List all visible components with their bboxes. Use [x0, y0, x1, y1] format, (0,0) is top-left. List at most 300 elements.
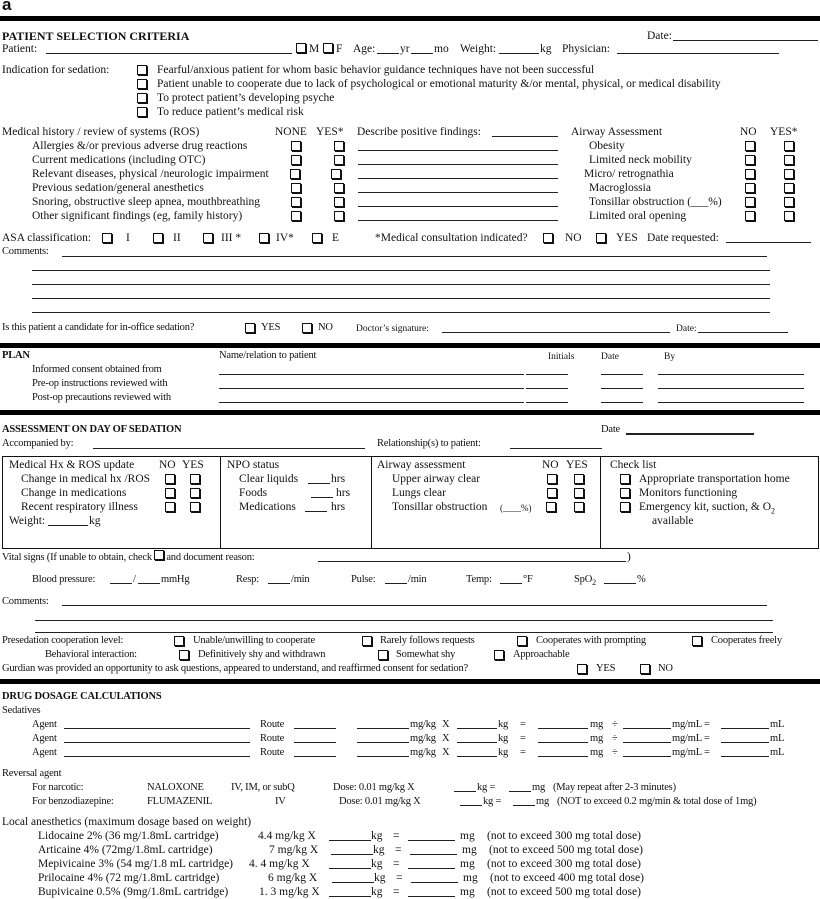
accompanied-label: Accompanied by: [2, 438, 74, 449]
day-airway-yes-header: YES [566, 459, 588, 471]
airway-yes-checkbox[interactable] [784, 155, 794, 165]
ros-none-checkbox[interactable] [291, 211, 301, 221]
route-field[interactable] [294, 728, 336, 729]
comments-field-line[interactable] [32, 312, 770, 313]
temp-label: Temp: [466, 574, 492, 585]
box-divider [600, 456, 601, 548]
behav-checkbox[interactable] [494, 650, 504, 660]
signature-date-field[interactable] [698, 332, 788, 333]
reversal-note: (NOT to exceed 0.2 mg/min & total dose of 1mg) [557, 796, 757, 807]
ros-item: Current medications (including OTC) [32, 154, 206, 166]
airway-item: Limited neck mobility [589, 154, 692, 166]
section-title-plan: PLAN [2, 350, 30, 361]
ros-finding-field[interactable] [358, 164, 558, 165]
plan-row-label: Informed consent obtained from [32, 364, 162, 375]
comments-label: Comments: [2, 246, 49, 257]
ml-unit: mL [770, 733, 785, 744]
ros-finding-field[interactable] [358, 220, 558, 221]
agent-label: Agent [32, 733, 57, 744]
date-field[interactable] [673, 40, 818, 41]
ros-none-checkbox[interactable] [291, 197, 301, 207]
ros-yes-checkbox[interactable] [331, 169, 341, 179]
asa-label: ASA classification: [2, 232, 92, 244]
npo-item-label: Foods [239, 487, 268, 499]
patient-name-field[interactable] [46, 53, 292, 54]
mg-field[interactable] [538, 742, 588, 743]
npo-hours-field[interactable] [311, 497, 333, 498]
local-kg-field[interactable] [329, 840, 371, 841]
kg-unit: kg [498, 733, 509, 744]
local-note: (not to exceed 300 mg total dose) [487, 858, 641, 870]
signature-date-label: Date: [676, 324, 697, 334]
airway-yes-checkbox[interactable] [784, 169, 794, 179]
mgkg-field[interactable] [357, 742, 409, 743]
agent-label: Agent [32, 747, 57, 758]
local-dose: 7 mg/kg X [269, 844, 319, 856]
ros-yes-checkbox[interactable] [334, 183, 344, 193]
local-note: (not to exceed 300 mg total dose) [487, 830, 641, 842]
spo2-field[interactable] [604, 583, 636, 584]
local-note: (not to exceed 500 mg total dose) [487, 886, 641, 898]
ml-field[interactable] [721, 756, 769, 757]
local-note: (not to exceed 500 mg total dose) [489, 844, 643, 856]
behav-label: Behavioral interaction: [45, 649, 137, 660]
npo-hours-field[interactable] [308, 483, 330, 484]
ros-finding-field[interactable] [358, 206, 558, 207]
local-dose: 1. 3 mg/kg X [259, 886, 320, 898]
indication-item: To protect patient’s developing psyche [157, 92, 335, 104]
ml-unit: mL [770, 747, 785, 758]
hx-no-checkbox[interactable] [165, 488, 175, 498]
reversal-kg-field[interactable] [454, 791, 476, 792]
local-eq: = [393, 830, 400, 842]
agent-field[interactable] [64, 756, 250, 757]
mg-field[interactable] [538, 728, 588, 729]
pulse-unit: /min [408, 574, 427, 585]
hx-weight-label: Weight: [9, 515, 46, 527]
route-field[interactable] [294, 756, 336, 757]
sex-f-checkbox[interactable] [323, 43, 333, 53]
comments-field-line[interactable] [32, 298, 770, 299]
hx-yes-header: YES [182, 459, 204, 471]
local-kg-field[interactable] [332, 882, 374, 883]
airway-item: Tonsillar obstruction (___%) [589, 196, 722, 208]
plan-name-field[interactable] [219, 402, 524, 403]
behav-checkbox[interactable] [179, 650, 189, 660]
asa-checkbox-e[interactable] [312, 233, 322, 243]
indication-checkbox[interactable] [137, 65, 147, 75]
hx-no-checkbox[interactable] [165, 502, 175, 512]
concentration-field[interactable] [623, 728, 671, 729]
local-mg-field[interactable] [408, 896, 455, 897]
local-label: Local anesthetics (maximum dosage based on weight) [2, 816, 252, 828]
section-divider [0, 343, 820, 348]
plan-name-field[interactable] [219, 374, 524, 375]
day-airway-no-header: NO [542, 459, 559, 471]
equals-sign: = [520, 719, 526, 730]
plan-initials-field[interactable] [526, 388, 568, 389]
box-divider [220, 456, 221, 548]
agent-field[interactable] [64, 742, 250, 743]
plan-date-field[interactable] [601, 388, 643, 389]
checklist-checkbox[interactable] [620, 488, 630, 498]
local-dose: 4. 4 mg/kg X [249, 858, 310, 870]
hx-yes-checkbox[interactable] [190, 488, 200, 498]
indication-checkbox[interactable] [137, 79, 147, 89]
kg-field[interactable] [457, 728, 497, 729]
age-years-field[interactable] [377, 53, 399, 54]
describe-field[interactable] [492, 136, 558, 137]
resp-label: Resp: [236, 574, 259, 585]
consult-yes-checkbox[interactable] [596, 233, 606, 243]
hx-yes-checkbox[interactable] [190, 502, 200, 512]
indication-checkbox[interactable] [137, 93, 147, 103]
reversal-kg-field[interactable] [460, 805, 482, 806]
reversal-dose: Dose: 0.01 mg/kg X [339, 796, 421, 807]
box-divider [371, 456, 372, 548]
local-note: (not to exceed 400 mg total dose) [490, 872, 644, 884]
mgkg-field[interactable] [357, 756, 409, 757]
reversal-drug: NALOXONE [147, 782, 204, 793]
airway-no-checkbox[interactable] [745, 197, 755, 207]
plan-initials-field[interactable] [526, 374, 568, 375]
divide-sign: ÷ [612, 733, 618, 744]
hx-weight-field[interactable] [48, 525, 88, 526]
reversal-mg-unit: mg [536, 796, 550, 807]
ros-none-checkbox[interactable] [291, 155, 301, 165]
ros-item: Allergies &/or previous adverse drug reactions [32, 140, 248, 152]
ml-field[interactable] [721, 728, 769, 729]
plan-initials-field[interactable] [526, 402, 568, 403]
npo-hours-field[interactable] [305, 511, 327, 512]
vitals-unable-checkbox[interactable] [154, 550, 164, 560]
signature-field[interactable] [442, 332, 670, 333]
npo-unit: hrs [331, 501, 346, 513]
resp-unit: /min [291, 574, 310, 585]
day-airway-no-checkbox[interactable] [547, 474, 557, 484]
checklist-checkbox[interactable] [620, 502, 630, 512]
checklist-item-cont: available [652, 515, 694, 527]
mg-field[interactable] [538, 756, 588, 757]
asa-checkbox-ii[interactable] [153, 233, 163, 243]
local-eq: = [393, 858, 400, 870]
ml-field[interactable] [721, 742, 769, 743]
day-airway-no-checkbox[interactable] [546, 502, 556, 512]
ros-item: Relevant diseases, physical /neurologic impairment [32, 168, 269, 180]
behav-option: Somewhat shy [396, 649, 456, 660]
local-kg-unit: kg [371, 858, 383, 870]
plan-col-by: By [664, 352, 676, 362]
guardian-no-checkbox[interactable] [640, 664, 650, 674]
ros-finding-field[interactable] [358, 150, 558, 151]
guardian-yes-checkbox[interactable] [577, 664, 587, 674]
coop-checkbox[interactable] [174, 636, 184, 646]
bp-label: Blood pressure: [32, 574, 96, 585]
candidate-yes-checkbox[interactable] [245, 323, 255, 333]
plan-date-field[interactable] [601, 402, 643, 403]
airway-no-checkbox[interactable] [745, 155, 755, 165]
mgml-unit: mg/mL = [672, 719, 710, 730]
mgkg-unit: mg/kg [410, 733, 436, 744]
npo-unit: hrs [336, 487, 351, 499]
concentration-field[interactable] [623, 756, 671, 757]
local-kg-field[interactable] [329, 868, 371, 869]
vitals-label: Vital signs (If unable to obtain, check and document reason: [2, 552, 255, 563]
date-label: Date: [647, 30, 672, 42]
concentration-field[interactable] [623, 742, 671, 743]
coop-checkbox[interactable] [517, 636, 527, 646]
airway-yes-checkbox[interactable] [784, 141, 794, 151]
vitals-reason-field[interactable] [318, 561, 626, 562]
hx-no-header: NO [159, 459, 176, 471]
ros-finding-field[interactable] [358, 178, 558, 179]
times-sign: X [442, 747, 450, 758]
mg-unit: mg [590, 747, 604, 758]
section-divider [0, 410, 820, 415]
reversal-dose: Dose: 0.01 mg/kg X [333, 782, 415, 793]
bp-diastolic-field[interactable] [138, 583, 160, 584]
consult-no-checkbox[interactable] [543, 233, 553, 243]
coop-option: Unable/unwilling to cooperate [193, 635, 315, 646]
local-kg-field[interactable] [329, 896, 371, 897]
section-title-assessment: ASSESSMENT ON DAY OF SEDATION [2, 424, 182, 435]
reversal-note: (May repeat after 2-3 minutes) [553, 782, 676, 793]
day-airway-yes-checkbox[interactable] [574, 502, 584, 512]
tonsil-percent-field[interactable]: (____%) [500, 503, 532, 513]
weight-label: Weight: [460, 43, 497, 55]
relationship-label: Relationship(s) to patient: [377, 438, 481, 449]
route-label: Route [260, 747, 285, 758]
sex-f-label: F [336, 43, 343, 55]
checklist-item: Monitors functioning [639, 487, 738, 499]
spo2-label: SpO$_2$ [574, 574, 596, 588]
bp-unit: mmHg [161, 574, 190, 585]
equals-sign: = [520, 747, 526, 758]
reversal-route: IV [275, 796, 286, 807]
ros-yes-checkbox[interactable] [334, 211, 344, 221]
coop-option: Cooperates freely [711, 635, 782, 646]
pulse-field[interactable] [385, 583, 407, 584]
reversal-kg-unit: kg = [477, 782, 496, 793]
kg-field[interactable] [457, 756, 497, 757]
age-yr-unit: yr [400, 43, 410, 55]
local-mg-field[interactable] [408, 868, 455, 869]
local-mg-unit: mg [462, 844, 477, 856]
sedatives-label: Sedatives [2, 705, 41, 716]
pulse-label: Pulse: [351, 574, 376, 585]
day-airway-header: Airway assessment [377, 459, 466, 471]
ros-yes-checkbox[interactable] [334, 197, 344, 207]
vitals-close-paren: ) [627, 551, 631, 563]
asa-option: I [126, 232, 130, 244]
airway-yes-checkbox[interactable] [784, 197, 794, 207]
candidate-no-checkbox[interactable] [302, 323, 312, 333]
npo-item-label: Medications [239, 501, 296, 513]
indication-label: Indication for sedation: [2, 64, 110, 76]
day-airway-item: Tonsillar obstruction [392, 501, 488, 513]
local-mg-field[interactable] [411, 882, 458, 883]
reversal-drug: FLUMAZENIL [147, 796, 213, 807]
plan-by-field[interactable] [658, 402, 804, 403]
checklist-checkbox[interactable] [620, 474, 630, 484]
candidate-label: Is this patient a candidate for in-office sedation? [2, 322, 195, 333]
times-sign: X [442, 733, 450, 744]
section-divider [0, 679, 820, 684]
local-kg-unit: kg [374, 872, 386, 884]
local-mg-unit: mg [460, 830, 475, 842]
reversal-for: For narcotic: [32, 782, 84, 793]
hx-yes-checkbox[interactable] [190, 474, 200, 484]
candidate-no-label: NO [318, 322, 333, 333]
asa-checkbox-iii[interactable] [203, 233, 213, 243]
times-sign: X [442, 719, 450, 730]
comments-field-line[interactable] [32, 284, 770, 285]
plan-by-field[interactable] [658, 374, 804, 375]
airway-no-checkbox[interactable] [745, 211, 755, 221]
route-field[interactable] [294, 742, 336, 743]
relationship-field[interactable] [510, 448, 602, 449]
local-name: Mepivicaine 3% (54 mg/1.8 mL cartridge) [38, 858, 234, 870]
signature-label: Doctor’s signature: [356, 324, 429, 334]
local-mg-unit: mg [460, 886, 475, 898]
weight-field[interactable] [499, 53, 539, 54]
local-mg-field[interactable] [408, 840, 455, 841]
plan-col-initials: Initials [548, 352, 575, 362]
assessment-date-field[interactable] [626, 433, 754, 435]
airway-yes-checkbox[interactable] [784, 183, 794, 193]
assessment-comments-label: Comments: [2, 596, 49, 607]
ros-item: Previous sedation/general anesthetics [32, 182, 204, 194]
divide-sign: ÷ [612, 719, 618, 730]
agent-field[interactable] [64, 728, 250, 729]
ros-item: Other significant findings (eg, family history) [32, 210, 243, 222]
local-name: Lidocaine 2% (36 mg/1.8mL cartridge) [38, 830, 219, 842]
day-airway-yes-checkbox[interactable] [574, 488, 584, 498]
physician-field[interactable] [617, 53, 779, 54]
ros-none-checkbox[interactable] [291, 141, 301, 151]
temp-unit: °F [523, 574, 533, 585]
day-airway-no-checkbox[interactable] [547, 488, 557, 498]
reversal-for: For benzodiazepine: [32, 796, 114, 807]
airway-header: Airway Assessment [571, 126, 663, 138]
ros-none-checkbox[interactable] [290, 169, 300, 179]
airway-no-header: NO [740, 126, 757, 138]
mgkg-unit: mg/kg [410, 719, 436, 730]
bp-systolic-field[interactable] [110, 583, 132, 584]
local-eq: = [393, 886, 400, 898]
ros-yes-checkbox[interactable] [334, 141, 344, 151]
assessment-comments-field-line[interactable] [35, 620, 773, 621]
guardian-yes-label: YES [596, 663, 616, 674]
consult-label: *Medical consultation indicated? [375, 232, 528, 244]
hx-update-header: Medical Hx & ROS update [9, 459, 135, 471]
local-mg-unit: mg [460, 858, 475, 870]
airway-no-checkbox[interactable] [745, 169, 755, 179]
route-label: Route [260, 719, 285, 730]
assessment-comments-field[interactable] [62, 605, 767, 606]
ml-unit: mL [770, 719, 785, 730]
mgkg-field[interactable] [357, 728, 409, 729]
ros-yes-checkbox[interactable] [334, 155, 344, 165]
local-kg-field[interactable] [331, 854, 373, 855]
resp-field[interactable] [268, 583, 290, 584]
section-title-drugs: DRUG DOSAGE CALCULATIONS [2, 691, 162, 702]
airway-item: Micro/ retrognathia [584, 168, 674, 180]
ros-none-checkbox[interactable] [291, 183, 301, 193]
describe-label: Describe positive findings: [357, 126, 481, 138]
reversal-route: IV, IM, or subQ [231, 782, 295, 793]
airway-item: Obesity [589, 140, 625, 152]
indication-checkbox[interactable] [137, 107, 147, 117]
coop-checkbox[interactable] [362, 636, 372, 646]
date-requested-label: Date requested: [647, 232, 719, 244]
ros-none-header: NONE [275, 126, 307, 138]
local-kg-unit: kg [371, 830, 383, 842]
behav-checkbox[interactable] [378, 650, 388, 660]
npo-header: NPO status [227, 459, 280, 471]
coop-checkbox[interactable] [692, 636, 702, 646]
accompanied-field[interactable] [93, 448, 365, 449]
reversal-mg-field[interactable] [509, 791, 531, 792]
local-name: Bupivicaine 0.5% (9mg/1.8mL cartridge) [38, 886, 229, 898]
comments-field[interactable] [62, 256, 767, 257]
plan-name-field[interactable] [219, 388, 524, 389]
local-eq: = [395, 844, 402, 856]
mg-unit: mg [590, 719, 604, 730]
asa-option: E [332, 232, 340, 244]
hx-no-checkbox[interactable] [165, 474, 175, 484]
airway-yes-checkbox[interactable] [784, 211, 794, 221]
asa-checkbox-i[interactable] [102, 233, 112, 243]
reversal-label: Reversal agent [2, 768, 62, 779]
day-airway-yes-checkbox[interactable] [574, 474, 584, 484]
spo2-unit: % [637, 574, 646, 585]
comments-field-line[interactable] [32, 270, 770, 271]
plan-col-name: Name/relation to patient [219, 350, 317, 361]
physician-label: Physician: [562, 43, 610, 55]
plan-by-field[interactable] [658, 388, 804, 389]
local-kg-unit: kg [373, 844, 385, 856]
ros-finding-field[interactable] [358, 192, 558, 193]
local-mg-field[interactable] [410, 854, 457, 855]
airway-no-checkbox[interactable] [745, 141, 755, 151]
local-dose: 4.4 mg/kg X [258, 830, 316, 842]
reversal-mg-field[interactable] [513, 805, 535, 806]
airway-item: Limited oral opening [589, 210, 687, 222]
local-name: Prilocaine 4% (72 mg/1.8mL cartridge) [38, 872, 220, 884]
sex-m-checkbox[interactable] [296, 43, 306, 53]
divide-sign: ÷ [612, 747, 618, 758]
airway-yes-header: YES* [770, 126, 798, 138]
bp-slash: / [133, 574, 136, 585]
indication-item: Fearful/anxious patient for whom basic behavior guidance techniques have not been successful [157, 64, 595, 76]
age-months-field[interactable] [411, 53, 433, 54]
airway-no-checkbox[interactable] [745, 183, 755, 193]
kg-field[interactable] [457, 742, 497, 743]
top-divider [0, 16, 820, 21]
coop-label: Presedation cooperation level: [2, 635, 124, 646]
plan-col-date: Date [601, 352, 619, 362]
sex-m-label: M [309, 43, 320, 55]
kg-unit: kg [498, 719, 509, 730]
assessment-comments-field-line[interactable] [35, 632, 773, 633]
consult-no-label: NO [565, 232, 582, 244]
temp-field[interactable] [500, 583, 522, 584]
plan-date-field[interactable] [601, 374, 643, 375]
date-requested-field[interactable] [726, 242, 811, 243]
asa-checkbox-iv[interactable] [259, 233, 269, 243]
agent-label: Agent [32, 719, 57, 730]
